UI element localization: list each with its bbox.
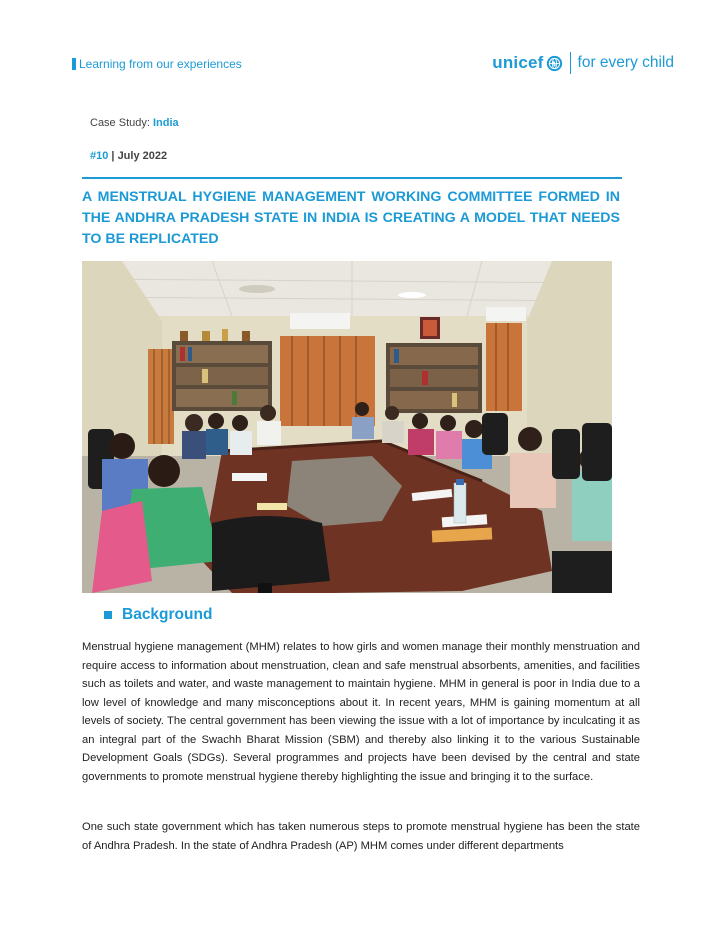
series-label [72, 57, 242, 71]
section-heading [104, 606, 212, 624]
logo-divider [570, 52, 571, 74]
brand-wordmark: unicef [492, 53, 544, 72]
issue-date: July 2022 [117, 150, 168, 162]
page-title: A MENSTRUAL HYGIENE MANAGEMENT WORKING COMMITTEE FORMED IN THE ANDHRA PRADESH STATE IN INDIA IS CREATING A MODEL THAT NEEDS TO BE REPLICATED [82, 189, 620, 247]
section-heading-text: Background [122, 606, 213, 623]
case-study-label: Case Study: [90, 117, 150, 129]
series-label-text: Learning from our experiences [79, 57, 242, 71]
body-paragraph: One such state government which has taken numerous steps to promote menstrual hygiene has been the state of Andhra Pradesh. In the state of Andhra Pradesh (AP) MHM comes under different departments [82, 821, 640, 852]
meeting-room-illustration [82, 261, 612, 593]
unicef-logo [492, 52, 674, 74]
meeting-photo [82, 261, 612, 593]
issue-line [90, 150, 167, 162]
body-paragraph: Menstrual hygiene management (MHM) relates to how girls and women manage their monthly menstruation and require access to information about menstruation, clean and safe menstrual absorbents, amenities, and facilities such as toilets and water, and waste management to maintain hygiene. MHM in general is poor in India due to a low level of knowledge and many misconceptions about it. In recent years, MHM is gaining momentum at all levels of society. The central government has been viewing the issue with a lot of importance by inculcating it as an integral part of the Swachh Bharat Mission (SBM) and thereby also linking it to the various Sustainable Development Goals (SDGs). Several programmes and projects have been devised by the central and state governments to promote menstrual hygiene thereby highlighting the issue and bringing it to the surface. [82, 641, 640, 783]
title-rule [82, 177, 622, 179]
brand-tagline: for every child [577, 54, 674, 71]
accent-bar [72, 58, 76, 70]
case-study-country: India [152, 117, 179, 129]
unicef-globe-icon [546, 55, 563, 72]
issue-separator: | [111, 150, 115, 162]
case-study-line [90, 117, 179, 129]
heading-bullet-icon [104, 611, 112, 619]
issue-number: #10 [90, 150, 109, 162]
